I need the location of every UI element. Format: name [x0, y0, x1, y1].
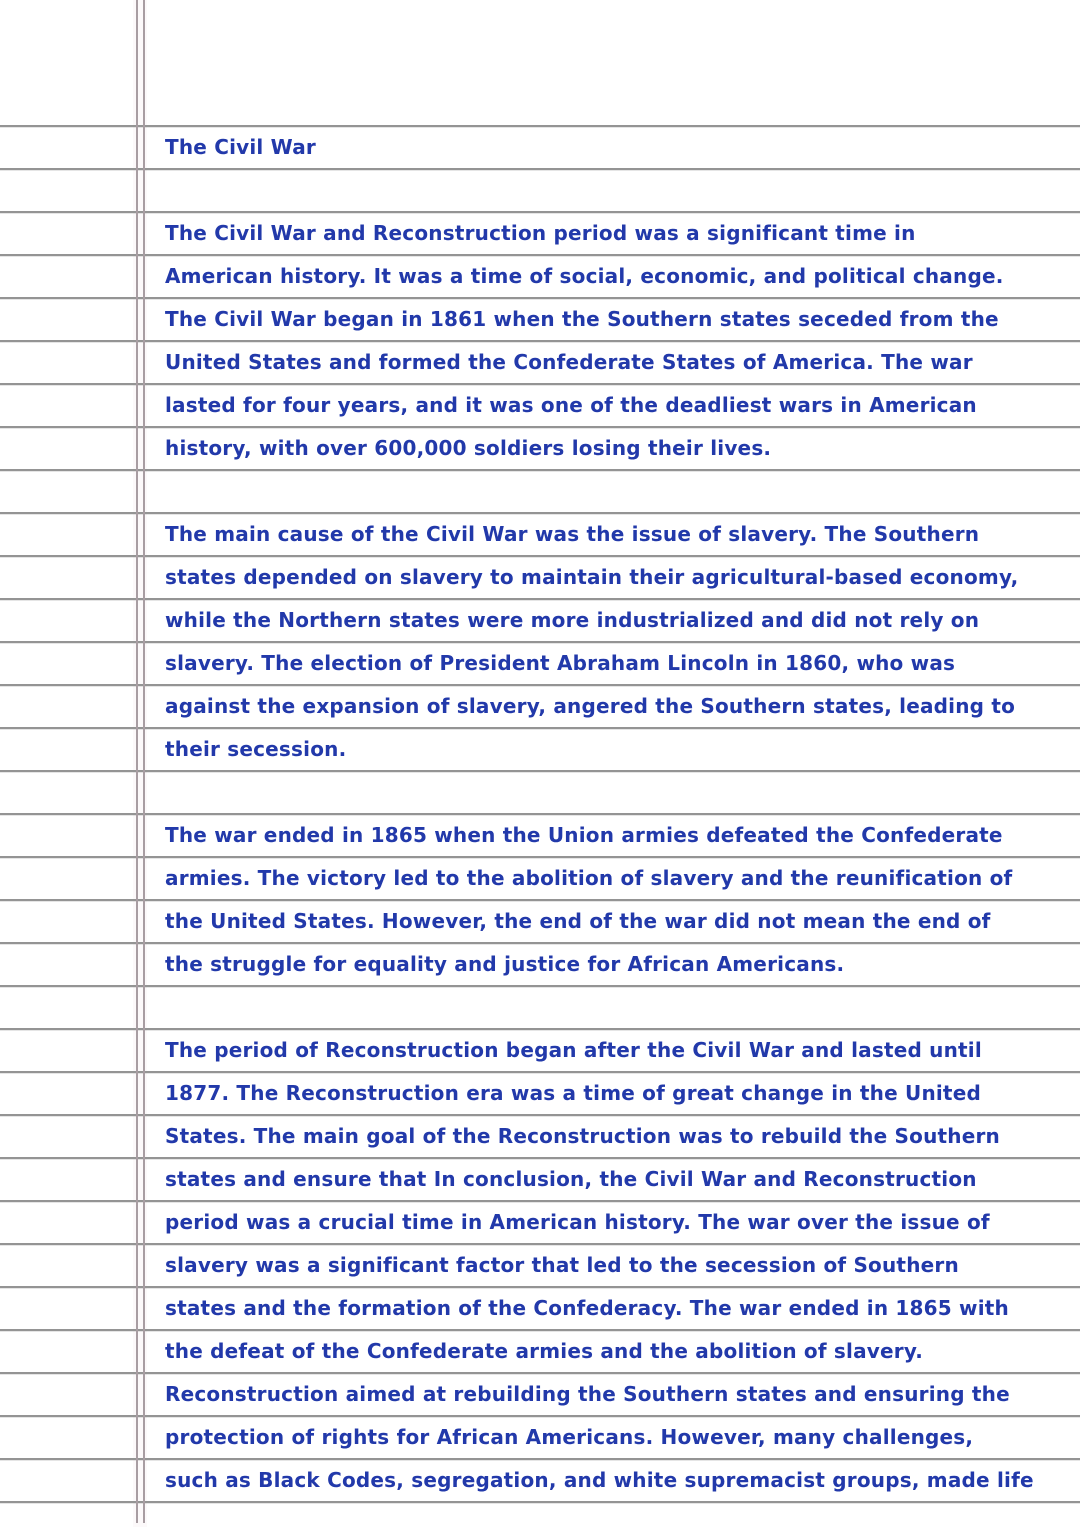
- essay-text-line: while the Northern states were more industrialized and did not rely on: [165, 608, 980, 632]
- essay-text-line: lasted for four years, and it was one of the deadliest wars in American: [165, 393, 977, 417]
- essay-text-line: the United States. However, the end of the war did not mean the end of: [165, 909, 991, 933]
- essay-text-line: states and ensure that In conclusion, the Civil War and Reconstruction: [165, 1167, 977, 1191]
- essay-text-line: slavery was a significant factor that led to the secession of Southern: [165, 1253, 959, 1277]
- essay-text-line: such as Black Codes, segregation, and white supremacist groups, made life: [165, 1468, 1034, 1492]
- essay-text-line: the struggle for equality and justice for African Americans.: [165, 952, 845, 976]
- essay-text-line: Reconstruction aimed at rebuilding the Southern states and ensuring the: [165, 1382, 1010, 1406]
- essay-text-line: armies. The victory led to the abolition of slavery and the reunification of: [165, 866, 1013, 890]
- essay-text-line: period was a crucial time in American history. The war over the issue of: [165, 1210, 990, 1234]
- essay-text-line: 1877. The Reconstruction era was a time of great change in the United: [165, 1081, 981, 1105]
- essay-text-line: The Civil War began in 1861 when the Southern states seceded from the: [165, 307, 999, 331]
- essay-text-line: states and the formation of the Confederacy. The war ended in 1865 with: [165, 1296, 1009, 1320]
- essay-text-line: their secession.: [165, 737, 347, 761]
- essay-text-line: United States and formed the Confederate States of America. The war: [165, 350, 973, 374]
- essay-text-line: protection of rights for African Americans. However, many challenges,: [165, 1425, 974, 1449]
- essay-title-line: The Civil War: [165, 135, 316, 159]
- essay-text-line: against the expansion of slavery, angered the Southern states, leading to: [165, 694, 1016, 718]
- essay-text-line: states depended on slavery to maintain their agricultural-based economy,: [165, 565, 1019, 589]
- essay-text-line: the defeat of the Confederate armies and the abolition of slavery.: [165, 1339, 924, 1363]
- essay-text-line: American history. It was a time of social, economic, and political change.: [165, 264, 1004, 288]
- essay-text-line: The main cause of the Civil War was the issue of slavery. The Southern: [165, 522, 980, 546]
- essay-text-line: history, with over 600,000 soldiers losing their lives.: [165, 436, 772, 460]
- essay-text-line: The Civil War and Reconstruction period was a significant time in: [165, 221, 916, 245]
- essay-text-line: The war ended in 1865 when the Union armies defeated the Confederate: [165, 823, 1003, 847]
- essay-text-line: slavery. The election of President Abraham Lincoln in 1860, who was: [165, 651, 956, 675]
- essay-text-line: States. The main goal of the Reconstruction was to rebuild the Southern: [165, 1124, 1000, 1148]
- essay-text-line: The period of Reconstruction began after the Civil War and lasted until: [165, 1038, 982, 1062]
